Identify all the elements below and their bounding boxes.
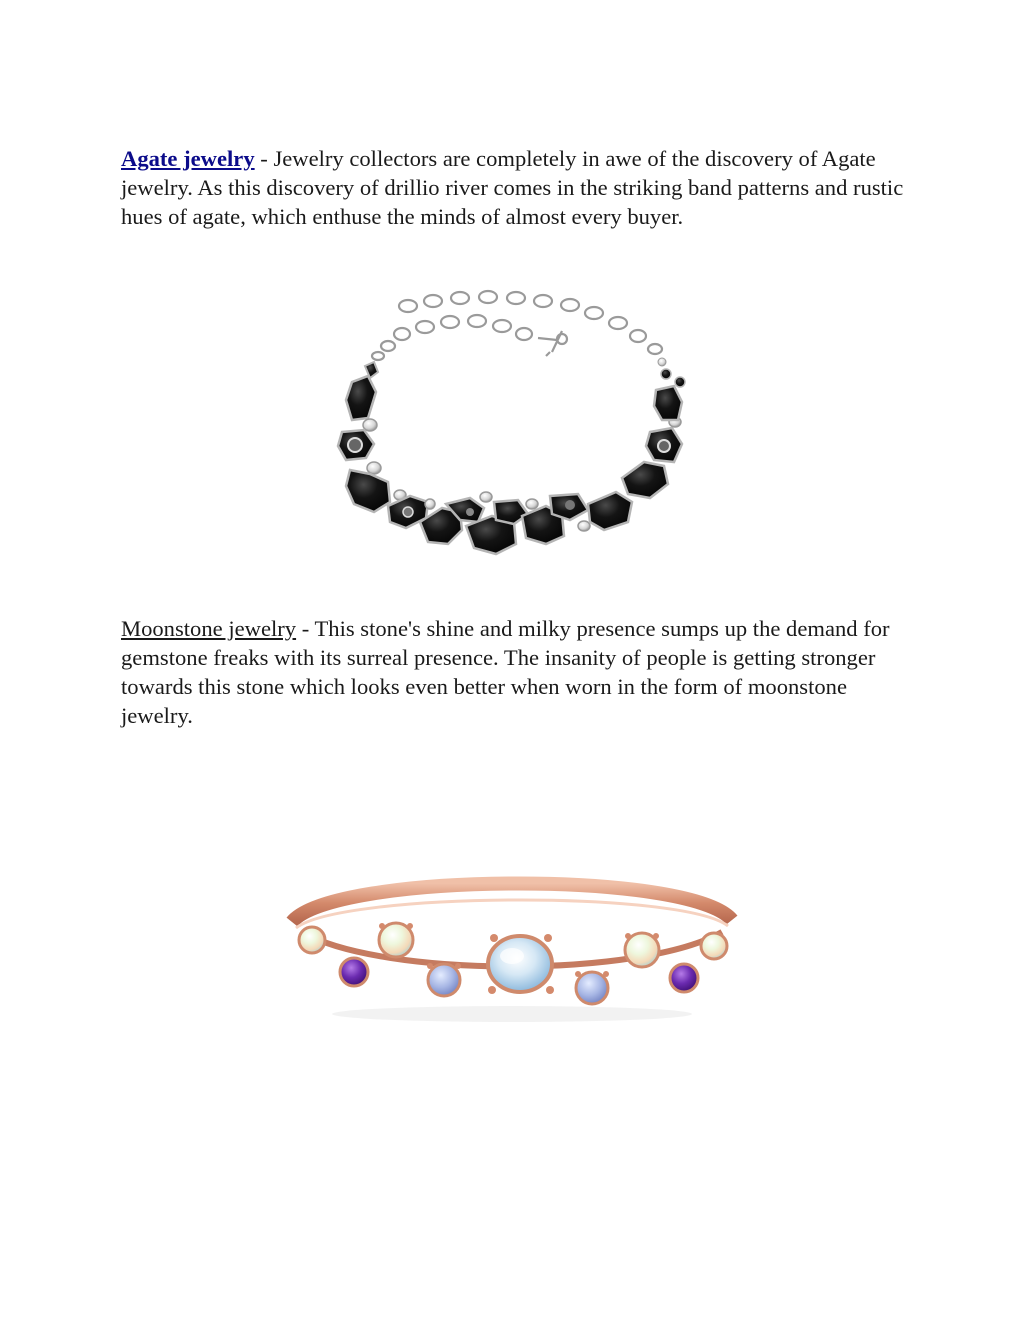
- moonstone-description: - This stone's shine and milky presence sumps up the demand for gemstone freaks with its surreal presence. The insanity of people is getting stronger towards this stone which looks even better when worn in the form of moonstone jewelry.: [121, 616, 890, 728]
- necklace-chain: [372, 291, 662, 360]
- agate-necklace-image: [270, 282, 752, 562]
- moonstone-jewelry-link[interactable]: Moonstone jewelry: [121, 616, 297, 641]
- agate-jewelry-link[interactable]: Agate jewelry: [121, 146, 255, 171]
- agate-necklace-illustration: [270, 282, 752, 562]
- moonstone-paragraph: [121, 614, 911, 730]
- agate-description: - Jewelry collectors are completely in awe of the discovery of Agate jewelry. As this discovery of drillio river comes in the striking band patterns and rustic hues of agate, which enthuse the minds of almost every buyer.: [121, 146, 904, 229]
- necklace-stones: [338, 358, 685, 554]
- moonstone-ring-illustration: [262, 752, 762, 1152]
- agate-paragraph: [121, 144, 911, 231]
- moonstone-ring-image: [262, 752, 762, 1152]
- ring-shadow: [332, 1006, 692, 1022]
- ring-gemstones: [299, 923, 727, 1004]
